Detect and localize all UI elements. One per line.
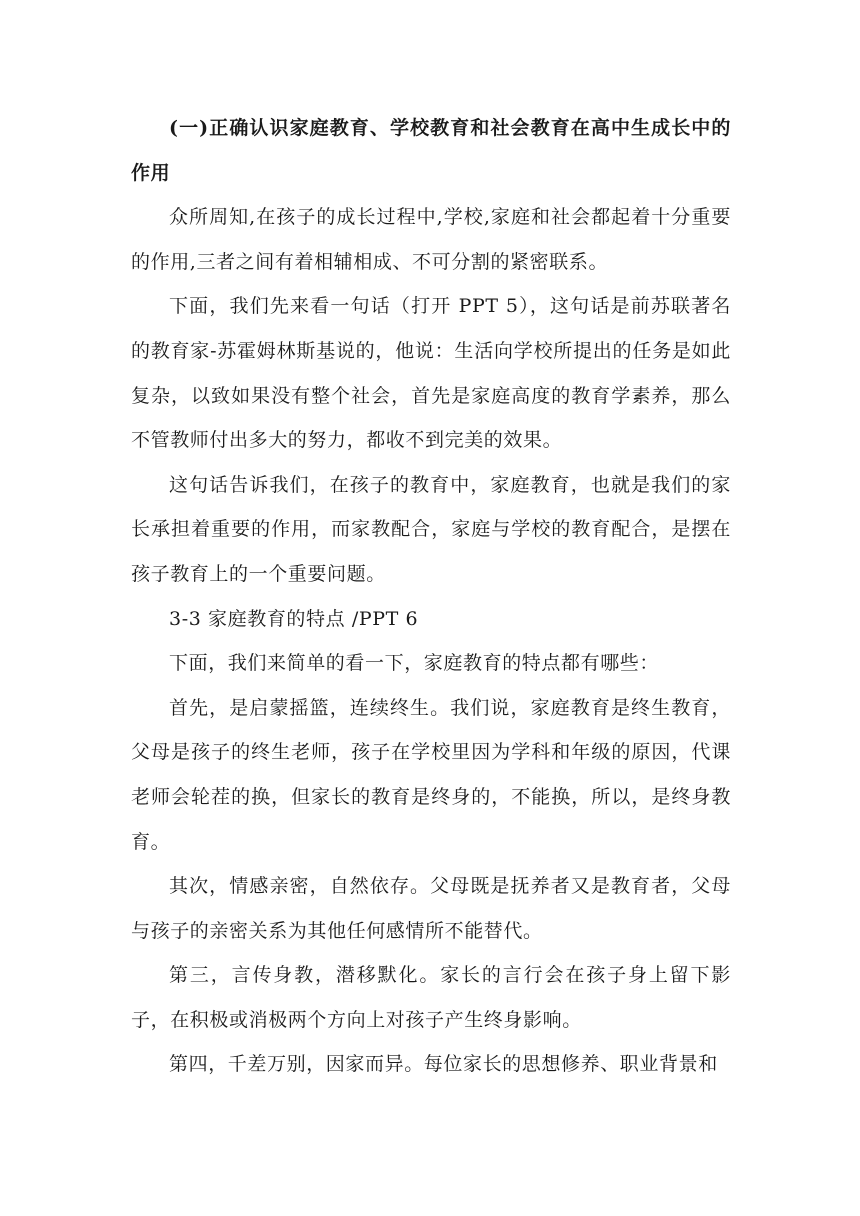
paragraph-point-1: 首先，是启蒙摇篮，连续终生。我们说，家庭教育是终生教育，父母是孩子的终生老师，孩子在学校里因为学科和年级的原因，代课老师会轮茬的换，但家长的教育是终身的，不能换，所以，是终身教育。	[131, 696, 731, 853]
paragraph-point-3: 第三，言传身教，潜移默化。家长的言行会在孩子身上留下影子，在积极或消极两个方向上对孩子产生终身影响。	[131, 964, 731, 1031]
paragraph-subheading: 3-3 家庭教育的特点 /PPT 6	[169, 607, 419, 630]
paragraph-explanation: 这句话告诉我们，在孩子的教育中，家庭教育，也就是我们的家长承担着重要的作用，而家教配合，家庭与学校的教育配合，是摆在孩子教育上的一个重要问题。	[131, 473, 731, 585]
paragraph-point-2: 其次，情感亲密，自然依存。父母既是抚养者又是教育者，父母与孩子的亲密关系为其他任何感情所不能替代。	[131, 875, 731, 942]
paragraph-point-4: 第四，千差万别，因家而异。每位家长的思想修养、职业背景和	[169, 1053, 718, 1076]
paragraph-intro: 众所周知,在孩子的成长过程中,学校,家庭和社会都起着十分重要的作用,三者之间有着相辅相成、不可分割的紧密联系。	[131, 206, 731, 273]
paragraph-lead-in: 下面，我们来简单的看一下，家庭教育的特点都有哪些：	[169, 652, 660, 675]
section-heading: (一)正确认识家庭教育、学校教育和社会教育在高中生成长中的作用	[131, 117, 731, 184]
paragraph-quote: 下面，我们先来看一句话（打开 PPT 5），这句话是前苏联著名的教育家-苏霍姆林斯基说的，他说：生活向学校所提出的任务是如此复杂，以致如果没有整个社会，首先是家庭高度的教育学素养，那么不管教师付出多大的努力，都收不到完美的效果。	[131, 295, 731, 452]
document-page	[131, 106, 731, 1087]
